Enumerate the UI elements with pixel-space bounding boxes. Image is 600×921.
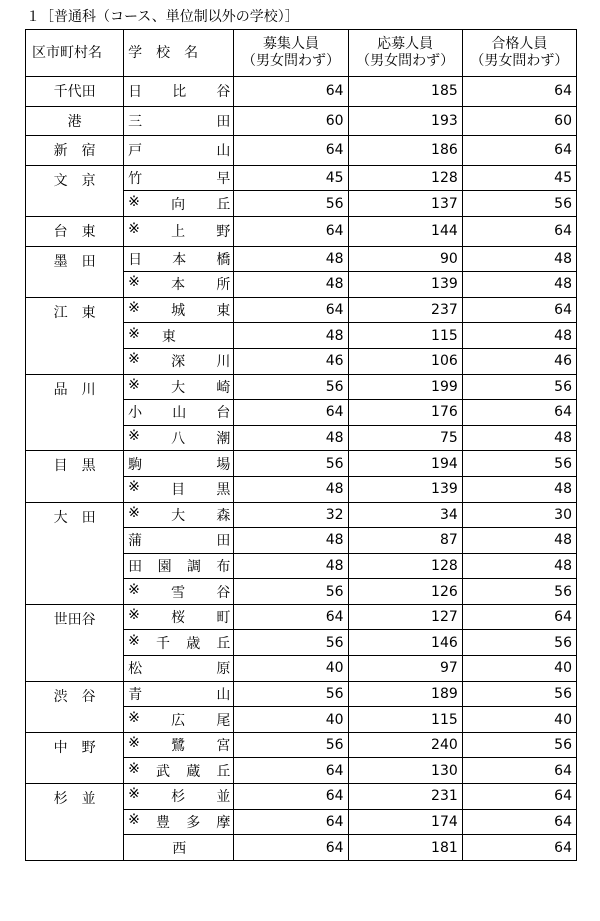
ward-cell: 文 京 xyxy=(26,165,124,216)
accepted-count: 48 xyxy=(462,476,576,502)
table-row xyxy=(26,136,577,166)
school-cell xyxy=(124,323,234,349)
school-name: 三 田 xyxy=(128,113,231,130)
applicants-count: 139 xyxy=(348,272,462,298)
accepted-count: 60 xyxy=(462,106,576,136)
school-cell xyxy=(124,656,234,682)
recruit-count: 56 xyxy=(234,451,348,477)
school-name: ※ 千 歳 丘 xyxy=(128,632,231,652)
recruit-count: 48 xyxy=(234,528,348,554)
applicants-count: 137 xyxy=(348,191,462,217)
school-cell xyxy=(124,835,234,861)
header-accepted-note: （男女問わず） xyxy=(470,53,569,69)
school-cell xyxy=(124,400,234,426)
school-name: ※ 杉 並 xyxy=(128,786,231,806)
school-name: 田 園 調 布 xyxy=(128,558,231,575)
school-name: ※ 広 尾 xyxy=(128,709,231,729)
school-name: ※ 本 所 xyxy=(128,274,231,294)
applicants-count: 128 xyxy=(348,165,462,191)
applicants-count: 174 xyxy=(348,809,462,835)
recruit-count: 56 xyxy=(234,630,348,656)
table-row xyxy=(26,297,577,323)
school-name: 駒 場 xyxy=(128,456,231,473)
recruit-count: 64 xyxy=(234,809,348,835)
school-cell xyxy=(124,502,234,528)
applicants-count: 185 xyxy=(348,77,462,107)
school-cell xyxy=(124,784,234,810)
accepted-count: 64 xyxy=(462,758,576,784)
applicants-count: 106 xyxy=(348,348,462,374)
school-cell xyxy=(124,630,234,656)
recruit-count: 64 xyxy=(234,77,348,107)
table-row xyxy=(26,732,577,758)
school-cell xyxy=(124,106,234,136)
table-row xyxy=(26,681,577,707)
school-name: 戸 山 xyxy=(128,143,231,160)
school-cell xyxy=(124,165,234,191)
school-name: ※ 桜 町 xyxy=(128,607,231,627)
school-name: ※ 武 蔵 丘 xyxy=(128,760,231,780)
applicants-count: 199 xyxy=(348,374,462,400)
school-name: ※ 深 川 xyxy=(128,351,231,371)
school-name: 青 山 xyxy=(128,686,231,703)
accepted-count: 48 xyxy=(462,528,576,554)
applicants-count: 237 xyxy=(348,297,462,323)
accepted-count: 48 xyxy=(462,246,576,272)
school-cell xyxy=(124,136,234,166)
school-cell xyxy=(124,191,234,217)
recruit-count: 64 xyxy=(234,400,348,426)
applicants-count: 144 xyxy=(348,216,462,246)
table-row xyxy=(26,216,577,246)
school-cell xyxy=(124,476,234,502)
school-name: ※ 大 森 xyxy=(128,504,231,524)
applicants-count: 186 xyxy=(348,136,462,166)
applicants-count: 90 xyxy=(348,246,462,272)
table-row xyxy=(26,784,577,810)
admissions-table xyxy=(25,29,577,861)
table-row xyxy=(26,374,577,400)
recruit-count: 56 xyxy=(234,732,348,758)
applicants-count: 181 xyxy=(348,835,462,861)
recruit-count: 32 xyxy=(234,502,348,528)
school-cell xyxy=(124,348,234,374)
header-applicants xyxy=(348,30,462,77)
ward-cell: 江 東 xyxy=(26,297,124,374)
school-cell xyxy=(124,297,234,323)
accepted-count: 64 xyxy=(462,809,576,835)
header-accepted-label: 合格人員 xyxy=(491,36,548,52)
table-body xyxy=(26,77,577,861)
accepted-count: 56 xyxy=(462,374,576,400)
school-cell xyxy=(124,374,234,400)
header-applicants-note: （男女問わず） xyxy=(356,53,455,69)
accepted-count: 64 xyxy=(462,784,576,810)
applicants-count: 75 xyxy=(348,425,462,451)
applicants-count: 231 xyxy=(348,784,462,810)
header-recruit-label: 募集人員 xyxy=(262,36,319,52)
school-name: ※ 城 東 xyxy=(128,300,231,320)
header-school: 学 校 名 xyxy=(124,30,234,77)
applicants-count: 139 xyxy=(348,476,462,502)
table-row xyxy=(26,502,577,528)
school-cell xyxy=(124,246,234,272)
recruit-count: 64 xyxy=(234,758,348,784)
school-name: ※ 雪 谷 xyxy=(128,581,231,601)
school-name: 竹 早 xyxy=(128,171,231,188)
accepted-count: 64 xyxy=(462,216,576,246)
accepted-count: 30 xyxy=(462,502,576,528)
applicants-count: 193 xyxy=(348,106,462,136)
ward-cell: 大 田 xyxy=(26,502,124,604)
applicants-count: 115 xyxy=(348,707,462,733)
header-recruit-note: （男女問わず） xyxy=(241,53,340,69)
recruit-count: 40 xyxy=(234,707,348,733)
applicants-count: 240 xyxy=(348,732,462,758)
ward-cell: 目 黒 xyxy=(26,451,124,502)
recruit-count: 64 xyxy=(234,297,348,323)
recruit-count: 64 xyxy=(234,136,348,166)
recruit-count: 60 xyxy=(234,106,348,136)
header-applicants-label: 応募人員 xyxy=(377,36,434,52)
school-name: 西 xyxy=(172,840,187,857)
school-name: ※ 豊 多 摩 xyxy=(128,811,231,831)
recruit-count: 64 xyxy=(234,835,348,861)
accepted-count: 48 xyxy=(462,272,576,298)
school-cell xyxy=(124,732,234,758)
applicants-count: 176 xyxy=(348,400,462,426)
header-row xyxy=(26,30,577,77)
recruit-count: 64 xyxy=(234,604,348,630)
applicants-count: 115 xyxy=(348,323,462,349)
recruit-count: 48 xyxy=(234,323,348,349)
applicants-count: 128 xyxy=(348,553,462,579)
recruit-count: 56 xyxy=(234,374,348,400)
recruit-count: 48 xyxy=(234,246,348,272)
applicants-count: 189 xyxy=(348,681,462,707)
accepted-count: 46 xyxy=(462,348,576,374)
accepted-count: 64 xyxy=(462,604,576,630)
applicants-count: 146 xyxy=(348,630,462,656)
ward-cell: 新 宿 xyxy=(26,136,124,166)
school-name: 日 本 橋 xyxy=(128,251,231,268)
school-cell xyxy=(124,681,234,707)
ward-cell: 台 東 xyxy=(26,216,124,246)
ward-cell: 港 xyxy=(26,106,124,136)
accepted-count: 56 xyxy=(462,451,576,477)
recruit-count: 56 xyxy=(234,579,348,605)
accepted-count: 40 xyxy=(462,656,576,682)
recruit-count: 48 xyxy=(234,272,348,298)
school-cell xyxy=(124,451,234,477)
table-row xyxy=(26,77,577,107)
accepted-count: 56 xyxy=(462,579,576,605)
ward-cell: 墨 田 xyxy=(26,246,124,297)
school-cell xyxy=(124,579,234,605)
accepted-count: 56 xyxy=(462,191,576,217)
ward-cell: 千代田 xyxy=(26,77,124,107)
recruit-count: 56 xyxy=(234,681,348,707)
school-cell xyxy=(124,528,234,554)
table-row xyxy=(26,246,577,272)
school-cell xyxy=(124,809,234,835)
recruit-count: 64 xyxy=(234,216,348,246)
table-row xyxy=(26,451,577,477)
recruit-count: 56 xyxy=(234,191,348,217)
school-cell xyxy=(124,553,234,579)
accepted-count: 64 xyxy=(462,77,576,107)
accepted-count: 40 xyxy=(462,707,576,733)
school-name: 小 山 台 xyxy=(128,405,231,422)
school-cell xyxy=(124,77,234,107)
page-title: １［普通科（コース、単位制以外の学校）］ xyxy=(26,9,299,25)
recruit-count: 40 xyxy=(234,656,348,682)
recruit-count: 46 xyxy=(234,348,348,374)
school-name: ※ 大 崎 xyxy=(128,376,231,396)
accepted-count: 45 xyxy=(462,165,576,191)
school-name: 松 原 xyxy=(128,661,231,678)
recruit-count: 45 xyxy=(234,165,348,191)
recruit-count: 48 xyxy=(234,553,348,579)
accepted-count: 64 xyxy=(462,297,576,323)
school-cell xyxy=(124,216,234,246)
ward-cell: 渋 谷 xyxy=(26,681,124,732)
school-name: ※ 東 xyxy=(128,325,176,345)
ward-cell: 杉 並 xyxy=(26,784,124,861)
school-name: ※ 向 丘 xyxy=(128,193,231,213)
accepted-count: 64 xyxy=(462,835,576,861)
ward-cell: 中 野 xyxy=(26,732,124,783)
school-name: ※ 目 黒 xyxy=(128,479,231,499)
header-accepted xyxy=(462,30,576,77)
accepted-count: 56 xyxy=(462,732,576,758)
school-cell xyxy=(124,604,234,630)
school-name: ※ 八 潮 xyxy=(128,428,231,448)
applicants-count: 34 xyxy=(348,502,462,528)
school-name: 蒲 田 xyxy=(128,533,231,550)
accepted-count: 64 xyxy=(462,136,576,166)
school-name: ※ 上 野 xyxy=(128,221,231,241)
recruit-count: 48 xyxy=(234,425,348,451)
accepted-count: 64 xyxy=(462,400,576,426)
applicants-count: 130 xyxy=(348,758,462,784)
recruit-count: 64 xyxy=(234,784,348,810)
accepted-count: 56 xyxy=(462,630,576,656)
accepted-count: 48 xyxy=(462,425,576,451)
school-cell xyxy=(124,425,234,451)
applicants-count: 194 xyxy=(348,451,462,477)
ward-cell: 世田谷 xyxy=(26,604,124,681)
accepted-count: 48 xyxy=(462,323,576,349)
applicants-count: 87 xyxy=(348,528,462,554)
school-name: 日 比 谷 xyxy=(128,84,231,101)
school-cell xyxy=(124,272,234,298)
school-cell xyxy=(124,707,234,733)
accepted-count: 48 xyxy=(462,553,576,579)
accepted-count: 56 xyxy=(462,681,576,707)
applicants-count: 126 xyxy=(348,579,462,605)
ward-cell: 品 川 xyxy=(26,374,124,451)
table-row xyxy=(26,106,577,136)
applicants-count: 97 xyxy=(348,656,462,682)
school-name: ※ 鷺 宮 xyxy=(128,735,231,755)
table-row xyxy=(26,165,577,191)
recruit-count: 48 xyxy=(234,476,348,502)
table-row xyxy=(26,604,577,630)
school-cell xyxy=(124,758,234,784)
applicants-count: 127 xyxy=(348,604,462,630)
header-ward: 区市町村名 xyxy=(26,30,124,77)
header-recruit xyxy=(234,30,348,77)
